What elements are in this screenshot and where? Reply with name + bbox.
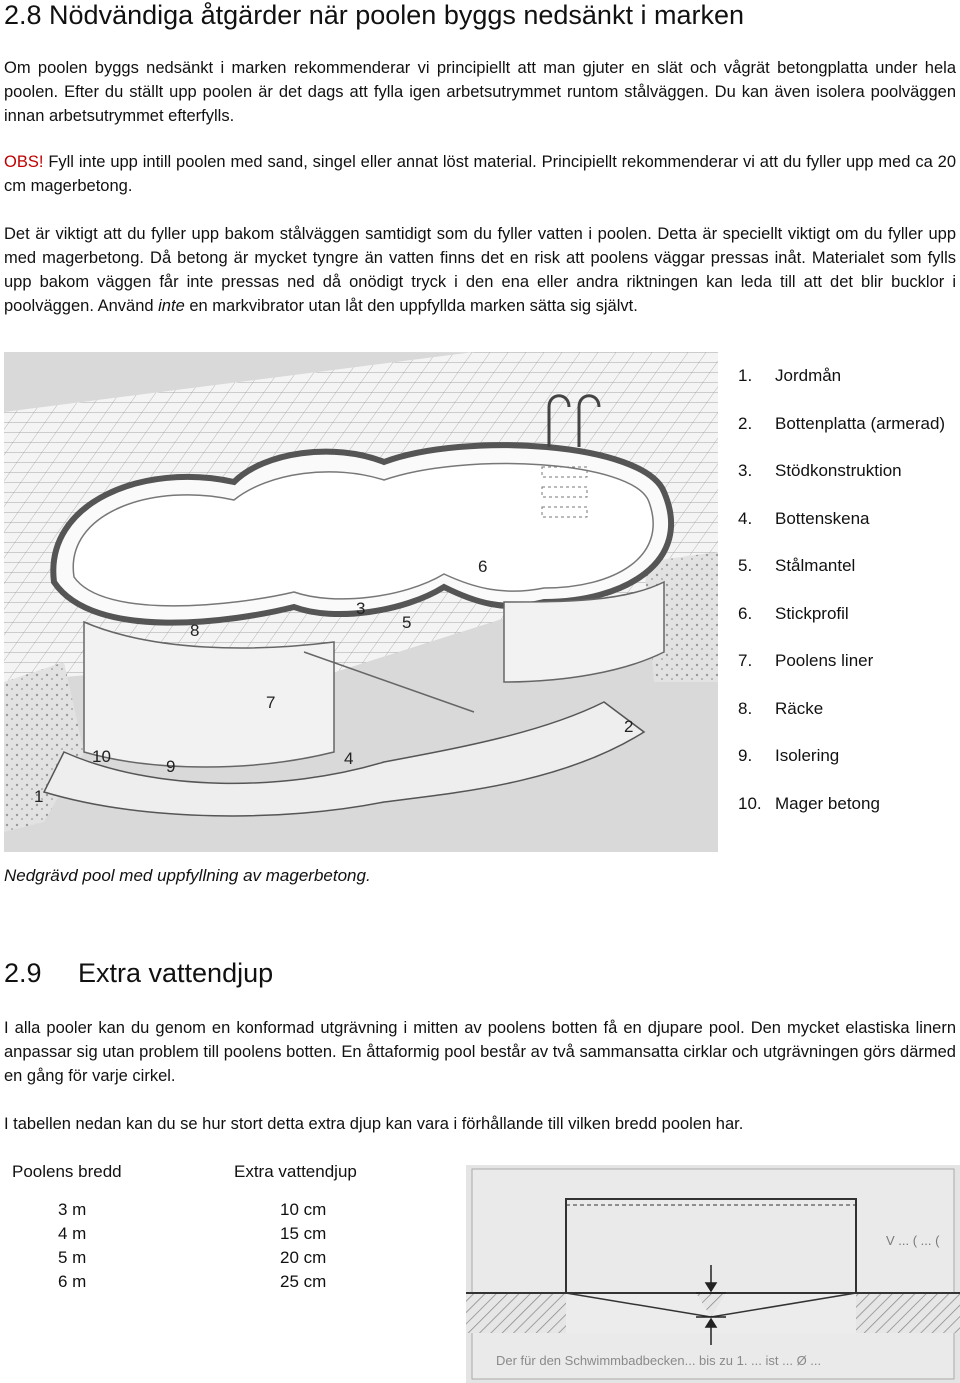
- scan-side-text: V ... ( ... (: [886, 1233, 940, 1248]
- section-heading-2-9: [4, 958, 273, 989]
- table-cell: 10 cm: [280, 1200, 327, 1219]
- table-row: [12, 1270, 357, 1294]
- label-1: 1: [34, 787, 44, 806]
- table-cell: 20 cm: [280, 1248, 327, 1267]
- label-2: 2: [624, 717, 634, 736]
- legend-item: 4. Bottenskena: [738, 508, 870, 528]
- legend-item: 2. Bottenplatta (armerad): [738, 413, 946, 433]
- paragraph-extra-depth: [4, 1016, 956, 1088]
- label-5: 5: [402, 613, 412, 632]
- table-cell: 5 m: [58, 1248, 87, 1267]
- paragraph-obs: [4, 150, 956, 198]
- paragraph-table-intro: [4, 1112, 956, 1136]
- legend-item: 8. Räcke: [738, 698, 824, 718]
- legend-item: 5. Stålmantel: [738, 556, 856, 575]
- pool-construction-illustration: [4, 352, 718, 852]
- table-row: [12, 1222, 357, 1246]
- section-title: Extra vattendjup: [78, 958, 274, 988]
- label-9: 9: [166, 757, 176, 776]
- backfill-text-a: Det är viktigt att du fyller upp bakom stålväggen samtidigt som du fyller vatten i poolen. Detta är speciellt viktigt om du fyller upp med magerbetong. Då betong är mycket tyngre än vatten finns det en risk att poolens väggar pressas inåt. Materialet som fylls upp bakom väggen får inte pressas ned då onödigt tryck i den ena eller andra riktningen kan leda till att det blir bucklor i poolväggen. Använd: [4, 225, 956, 315]
- column-header-depth: Extra vattendjup: [234, 1162, 357, 1181]
- paragraph-text: I alla pooler kan du genom en konformad utgrävning i mitten av poolens botten få en djupare pool. Den mycket elastiska linern anpassar sig utan problem till poolens botten. En åttaformig pool består av två sammansatta cirklar och utgrävningen görs därmed en gång för varje cirkel.: [4, 1019, 956, 1085]
- table-row: [12, 1246, 357, 1270]
- label-6: 6: [478, 557, 488, 576]
- scan-frame: [472, 1169, 954, 1379]
- backfill-emphasis: inte: [158, 297, 185, 315]
- obs-label: OBS!: [4, 153, 44, 171]
- label-3: 3: [356, 599, 366, 618]
- figure-legend: [738, 364, 955, 839]
- table-cell: 3 m: [58, 1200, 87, 1219]
- legend-item: 9. Isolering: [738, 746, 840, 765]
- label-7: 7: [266, 693, 276, 712]
- paragraph-backfill: [4, 222, 956, 318]
- legend-item: 7. Poolens liner: [738, 651, 874, 670]
- legend-item: 1. Jordmån: [738, 366, 842, 385]
- section-heading-2-8: 2.8 Nödvändiga åtgärder när poolen byggs nedsänkt i marken: [4, 0, 744, 30]
- table-cell: 4 m: [58, 1224, 87, 1243]
- table-header-row: [12, 1160, 357, 1184]
- table-cell: 25 cm: [280, 1272, 327, 1291]
- section-number: 2.9: [4, 958, 42, 988]
- depth-table: [12, 1160, 357, 1294]
- column-header-width: Poolens bredd: [12, 1162, 122, 1181]
- depth-cross-section-diagram: [466, 1165, 960, 1383]
- label-10: 10: [92, 747, 111, 766]
- legend-item: 3. Stödkonstruktion: [738, 461, 902, 480]
- table-cell: 6 m: [58, 1272, 87, 1291]
- backfill-text-b: en markvibrator utan låt den uppfyllda marken sätta sig självt.: [184, 297, 638, 315]
- legend-item: 10. Mager betong: [738, 793, 880, 813]
- paragraph-text: Om poolen byggs nedsänkt i marken rekommenderar vi principiellt att man gjuter en slät och vågrät betongplatta under hela poolen. Efter du ställt upp poolen är det dags att fylla igen arbetsutrymmet runtom stålväggen. Du kan även isolera poolväggen innan arbetsutrymmet efterfylls.: [4, 59, 956, 125]
- paragraph-text: I tabellen nedan kan du se hur stort detta extra djup kan vara i förhållande till vilken bredd poolen har.: [4, 1115, 744, 1133]
- table-row: [12, 1198, 357, 1222]
- paragraph-intro: [4, 56, 956, 128]
- table-cell: 15 cm: [280, 1224, 327, 1243]
- label-8: 8: [190, 621, 200, 640]
- label-4: 4: [344, 749, 354, 768]
- legend-list: [738, 364, 955, 816]
- scan-caption-text: Der für den Schwimmbadbecken... bis zu 1. ... ist ... Ø ...: [496, 1353, 822, 1368]
- figure-caption: Nedgrävd pool med uppfyllning av magerbetong.: [4, 866, 371, 885]
- obs-text: Fyll inte upp intill poolen med sand, singel eller annat löst material. Principiellt rekommenderar vi att du fyller upp med ca 20 cm magerbetong.: [4, 153, 956, 195]
- legend-item: 6. Stickprofil: [738, 603, 849, 623]
